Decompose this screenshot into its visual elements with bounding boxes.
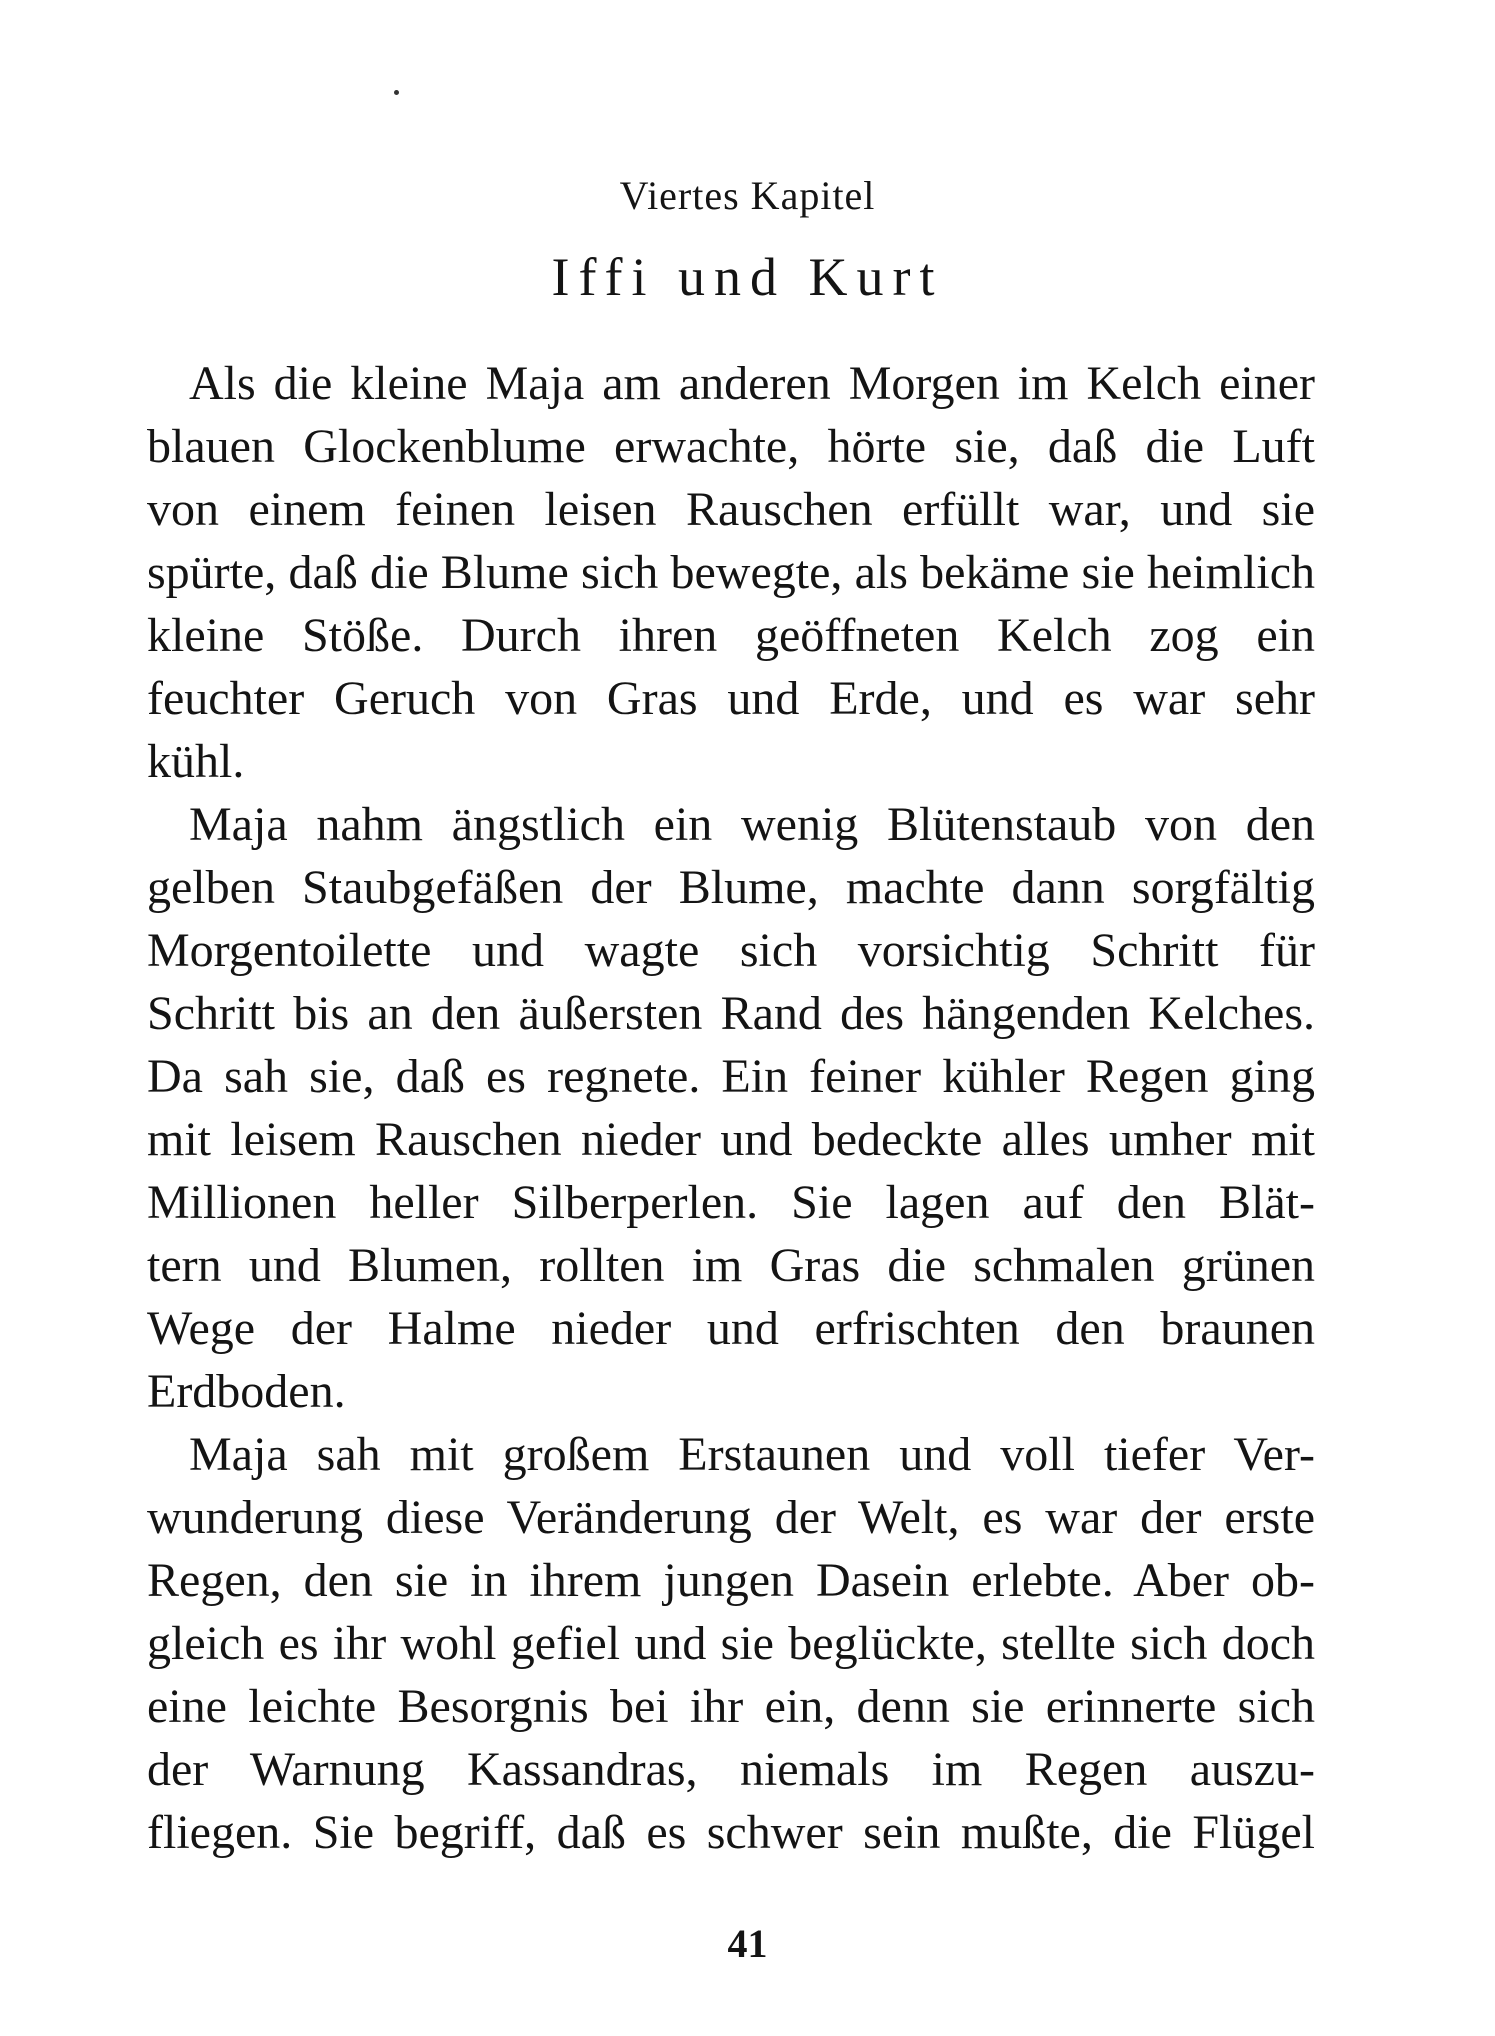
paragraph-2 — [147, 793, 1315, 1423]
text-line: Schritt bis an den äußersten Rand des hängenden Kelches. — [147, 987, 1315, 1040]
text-line: von einem feinen leisen Rauschen erfüllt war, und sie — [147, 483, 1315, 536]
text-line: gelben Staubgefäßen der Blume, machte dann sorgfältig — [147, 861, 1315, 914]
text-line: feuchter Geruch von Gras und Erde, und es war sehr — [147, 672, 1315, 725]
chapter-title: Iffi und Kurt — [551, 247, 944, 307]
chapter-label: Viertes Kapitel — [619, 173, 876, 218]
text-line: Da sah sie, daß es regnete. Ein feiner kühler Regen ging — [147, 1050, 1315, 1103]
paragraph-1 — [147, 352, 1315, 793]
text-line: Als die kleine Maja am anderen Morgen im Kelch einer — [189, 357, 1315, 410]
text-line: Regen, den sie in ihrem jungen Dasein erlebte. Aber ob- — [147, 1554, 1315, 1607]
text-line: Millionen heller Silberperlen. Sie lagen auf den Blät- — [147, 1176, 1315, 1229]
body-text — [147, 352, 1315, 1864]
text-line: gleich es ihr wohl gefiel und sie beglückte, stellte sich doch — [147, 1617, 1315, 1670]
text-line: Maja nahm ängstlich ein wenig Blütenstaub von den — [189, 798, 1315, 851]
text-line: kleine Stöße. Durch ihren geöffneten Kelch zog ein — [147, 609, 1315, 662]
text-line: fliegen. Sie begriff, daß es schwer sein mußte, die Flügel — [147, 1806, 1315, 1859]
text-line: blauen Glockenblume erwachte, hörte sie, daß die Luft — [147, 420, 1315, 473]
scan-speck — [394, 90, 399, 95]
text-line: Maja sah mit großem Erstaunen und voll tiefer Ver- — [189, 1428, 1315, 1481]
text-line: wunderung diese Veränderung der Welt, es war der erste — [147, 1491, 1315, 1544]
text-line: tern und Blumen, rollten im Gras die schmalen grünen — [147, 1239, 1315, 1292]
text-line: Erdboden. — [147, 1365, 346, 1418]
text-line: Morgentoilette und wagte sich vorsichtig Schritt für — [147, 924, 1315, 977]
paragraph-3 — [147, 1423, 1315, 1864]
text-line: kühl. — [147, 735, 245, 788]
text-line: Wege der Halme nieder und erfrischten den braunen — [147, 1302, 1315, 1355]
text-line: eine leichte Besorgnis bei ihr ein, denn sie erinnerte sich — [147, 1680, 1315, 1733]
text-line: mit leisem Rauschen nieder und bedeckte alles umher mit — [147, 1113, 1315, 1166]
page-number: 41 — [727, 1921, 768, 1966]
text-line: spürte, daß die Blume sich bewegte, als bekäme sie heimlich — [147, 546, 1315, 599]
text-line: der Warnung Kassandras, niemals im Regen auszu- — [147, 1743, 1315, 1796]
